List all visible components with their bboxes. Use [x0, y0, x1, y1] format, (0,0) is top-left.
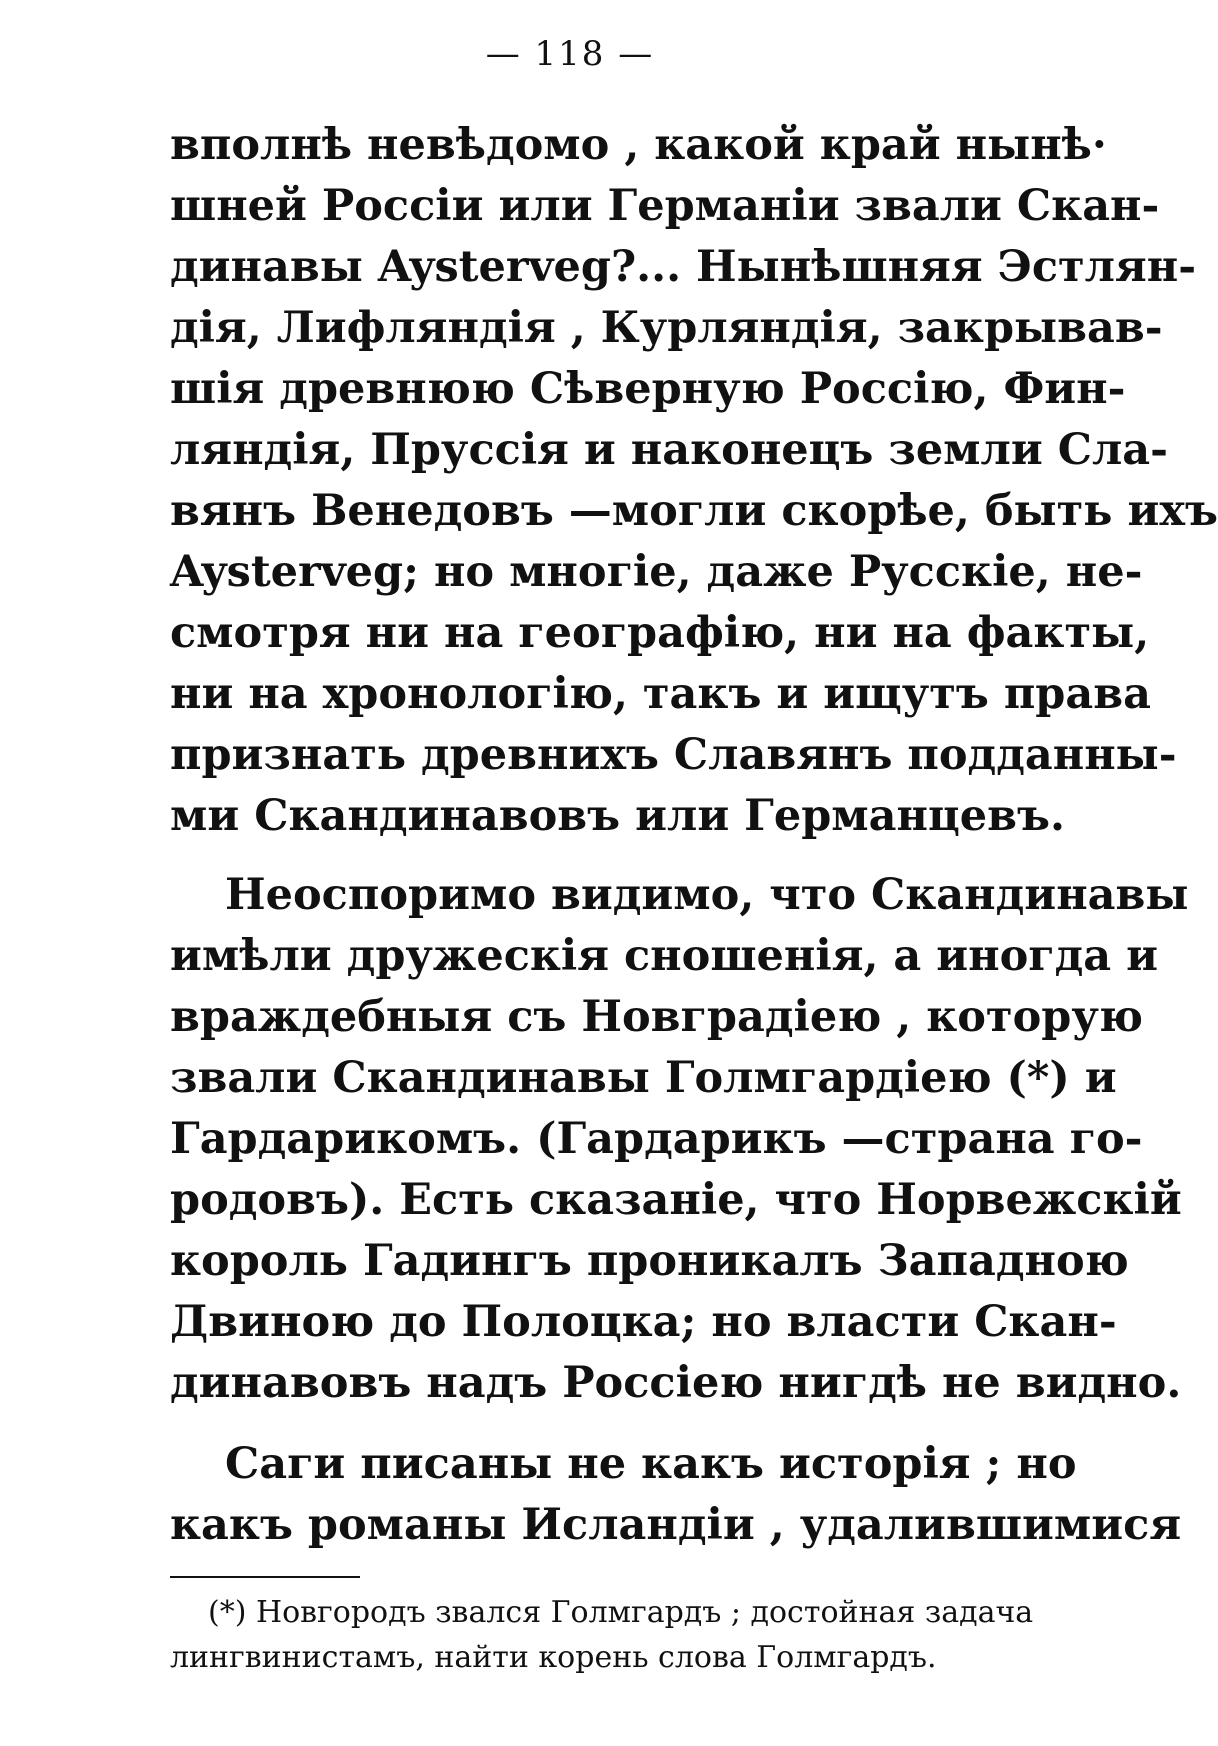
- text-line: динавовъ надъ Россiею нигдѣ не видно.: [170, 1358, 1182, 1408]
- text-line: какъ романы Исландiи , удалившимися: [170, 1500, 1182, 1550]
- text-line: Двиною до Полоцка; но власти Скан-: [170, 1297, 1117, 1347]
- text-line: звали Скандинавы Голмгардiею (*) и: [170, 1053, 1117, 1103]
- text-line: король Гадингъ проникалъ Западною: [170, 1236, 1129, 1286]
- text-line: враждебныя съ Новградiею , которую: [170, 992, 1143, 1042]
- text-line: ми Скандинавовъ или Германцевъ.: [170, 791, 1065, 841]
- text-line: Неоспоримо видимо, что Скандинавы: [225, 870, 1189, 920]
- text-line: динавы Aysterveg?... Нынѣшняя Эстлян-: [170, 242, 1197, 292]
- paragraph-2: [170, 865, 1189, 1414]
- footnote: [170, 1590, 1034, 1680]
- text-line: Aysterveg; но многiе, даже Русскiе, не-: [170, 547, 1143, 597]
- text-line: смотря ни на географiю, ни на факты,: [170, 608, 1150, 658]
- text-line: дiя, Лифляндiя , Курляндiя, закрывав-: [170, 303, 1163, 353]
- text-line: Саги писаны не какъ исторiя ; но: [225, 1439, 1077, 1489]
- footnote-line: лингвинистамъ, найти корень слова Голмгардъ.: [170, 1640, 937, 1675]
- text-line: ляндiя, Пруссiя и наконецъ земли Сла-: [170, 425, 1168, 475]
- paragraph-3: [170, 1434, 1182, 1556]
- text-line: шiя древнюю Сѣверную Россiю, Фин-: [170, 364, 1126, 414]
- paragraph-1: [170, 115, 1218, 847]
- text-line: Гардарикомъ. (Гардарикъ —страна го-: [170, 1114, 1143, 1164]
- footnote-line: (*) Новгородъ звался Голмгардъ ; достойная задача: [208, 1595, 1034, 1630]
- footnote-separator: [170, 1576, 360, 1578]
- text-line: вполнѣ невѣдомо , какой край нынѣ·: [170, 120, 1107, 170]
- text-line: родовъ). Есть сказанiе, что Норвежскiй: [170, 1175, 1182, 1225]
- text-line: имѣли дружескiя сношенiя, а иногда и: [170, 931, 1159, 981]
- page-number: — 118 —: [485, 34, 655, 74]
- text-line: вянъ Венедовъ —могли скорѣе, быть ихъ: [170, 486, 1218, 536]
- text-line: признать древнихъ Славянъ подданны-: [170, 730, 1177, 780]
- text-line: шней Россiи или Германiи звали Скан-: [170, 181, 1160, 231]
- text-line: ни на хронологiю, такъ и ищутъ права: [170, 669, 1151, 719]
